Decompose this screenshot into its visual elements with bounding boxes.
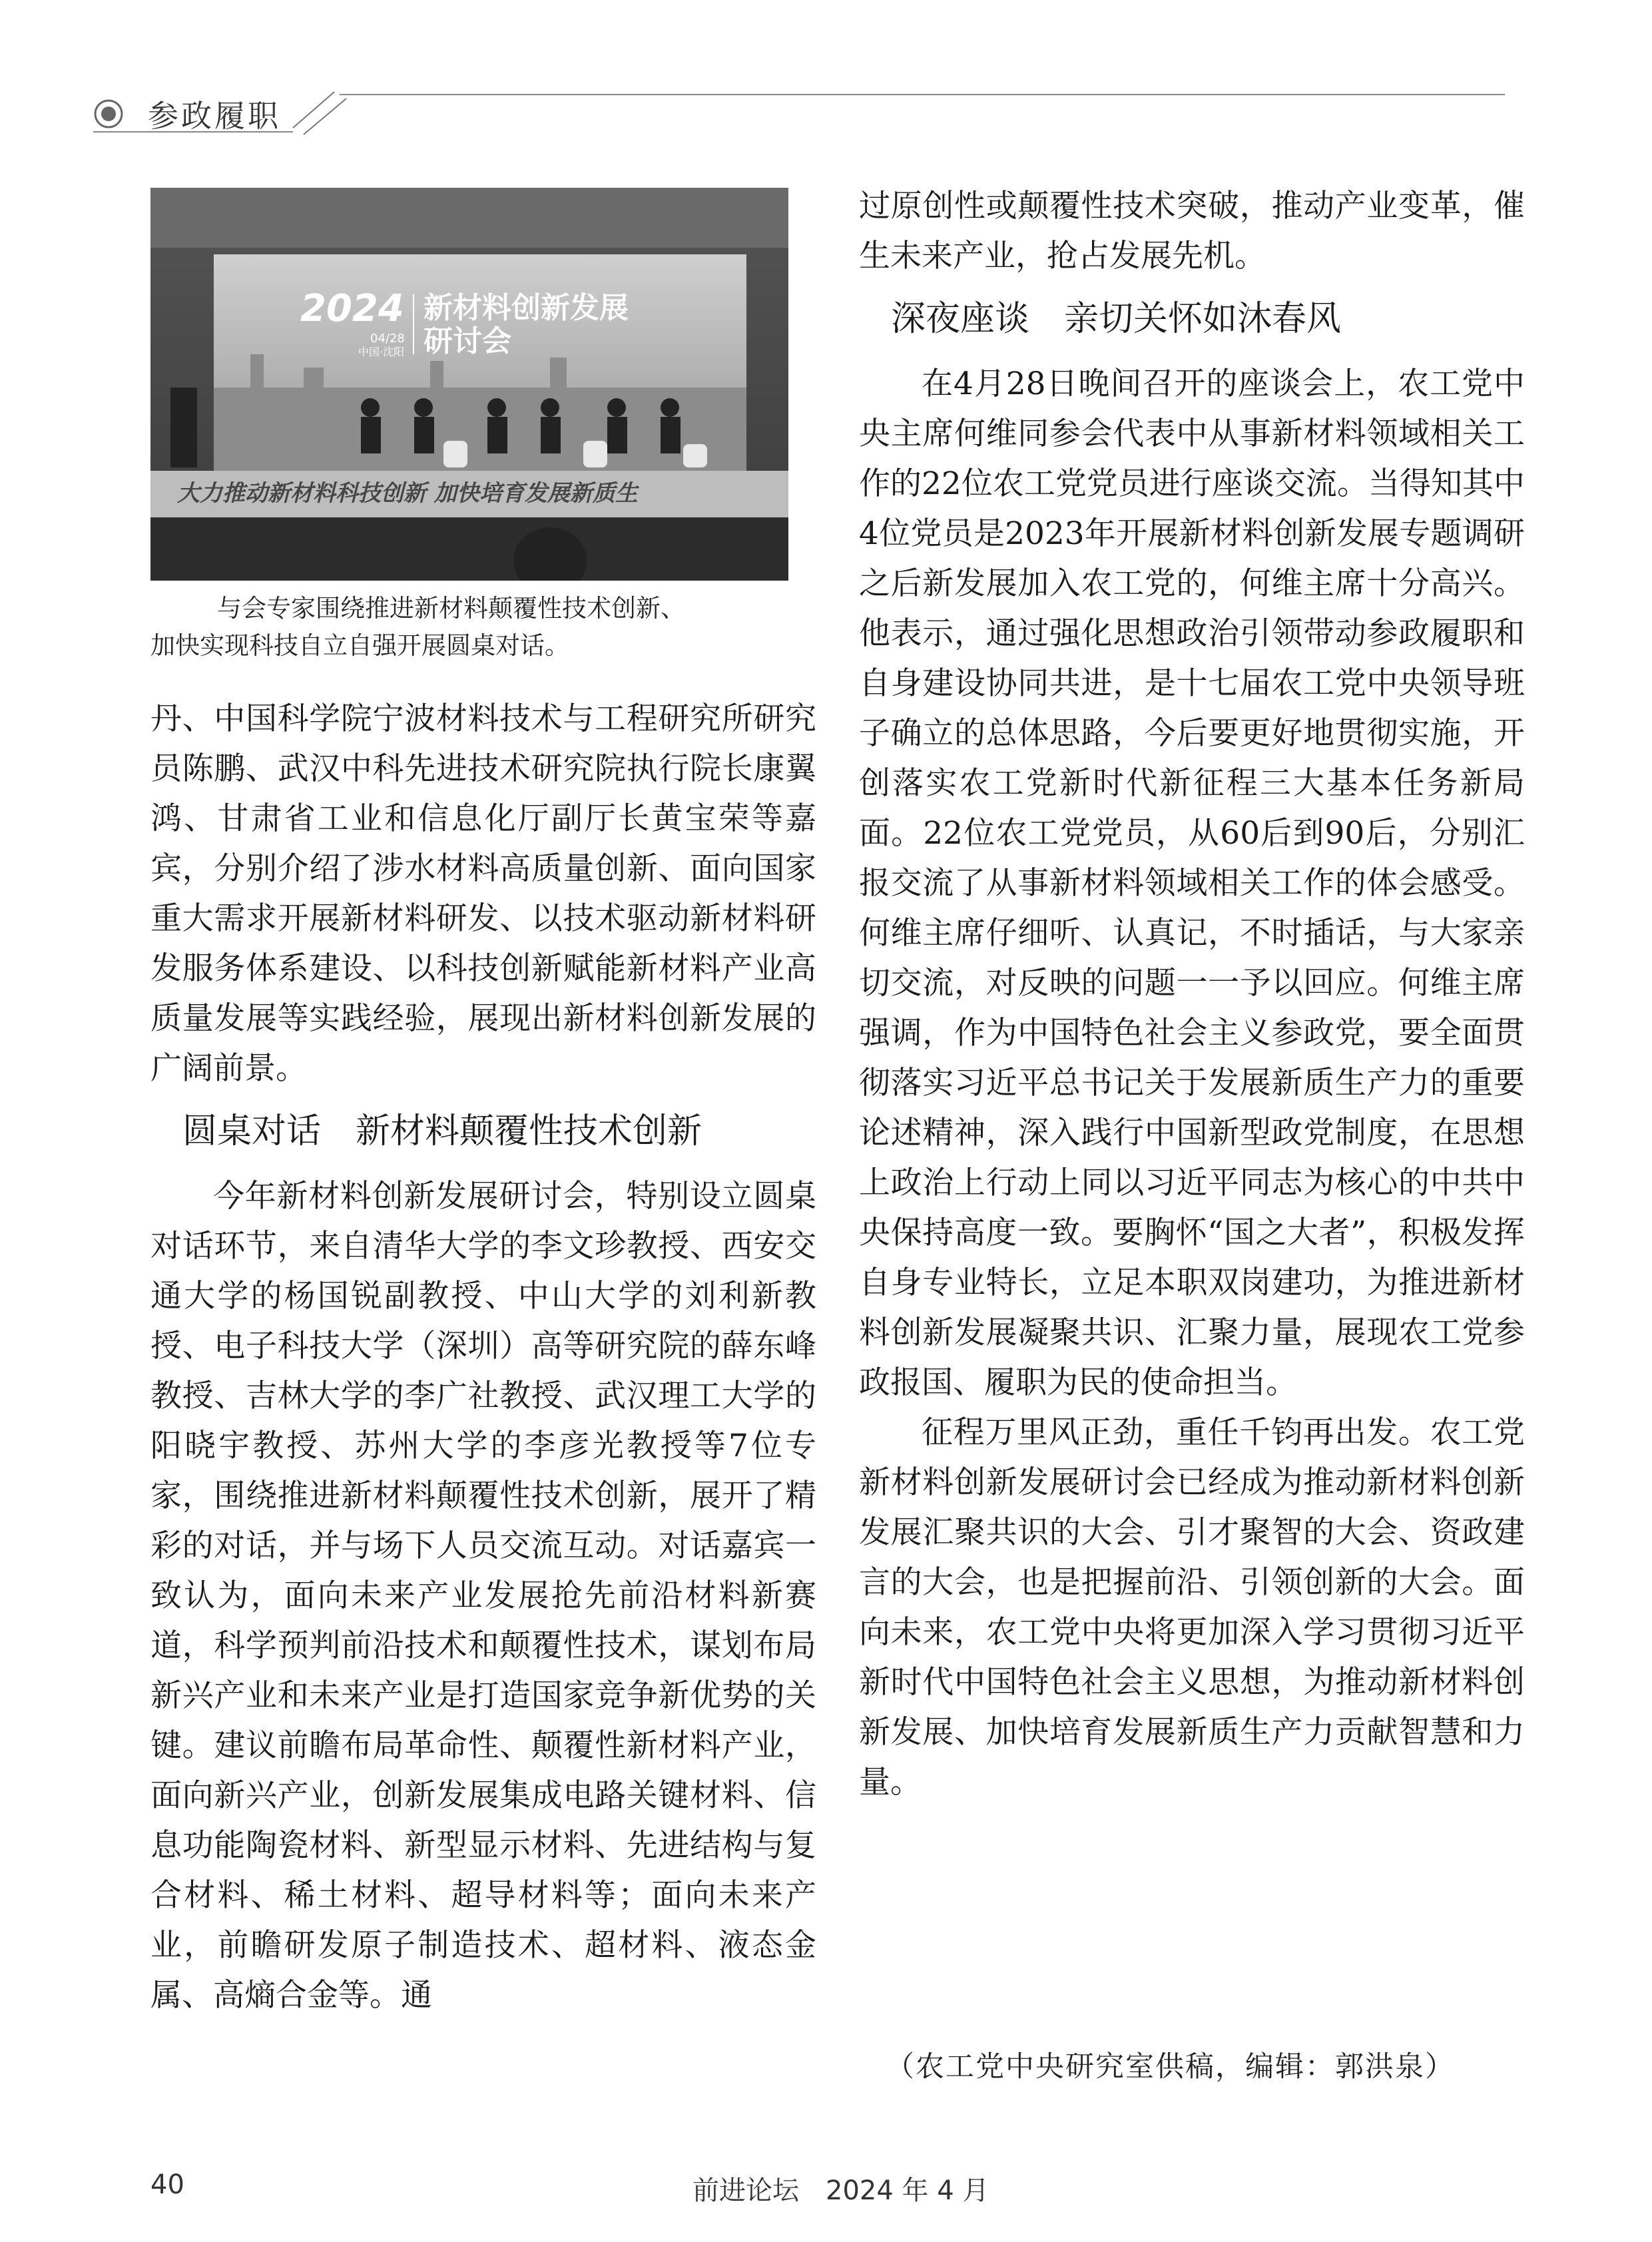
banner-date: 04/28 <box>370 332 405 346</box>
journal-name: 前进论坛 <box>692 2175 799 2206</box>
page-header <box>93 85 1505 139</box>
issue-date: 2024 年 4 月 <box>826 2175 989 2206</box>
left-paragraph-1: 丹、中国科学院宁波材料技术与工程研究所研究员陈鹏、武汉中科先进技术研究院执行院长康翼鸿、甘肃省工业和信息化厅副厅长黄宝荣等嘉宾，分别介绍了涉水材料高质量创新、面向国家重大需求开展新材料研发、以技术驱动新材料研发服务体系建设、以科技创新赋能新材料产业高质量发展等实践经验，展现出新材料创新发展的广阔前景。 <box>150 701 816 1087</box>
header-rule <box>93 85 1505 139</box>
section-heading-roundtable: 圆桌对话 新材料颠覆性技术创新 <box>182 1111 702 1151</box>
section-bullet-icon <box>93 99 124 129</box>
banner-title-2: 研讨会 <box>423 324 511 358</box>
banner-year: 2024 <box>300 287 404 330</box>
right-paragraph-2: 征程万里风正劲，重任千钧再出发。农工党新材料创新发展研讨会已经成为推动新材料创新发展汇聚共识的大会、引才聚智的大会、资政建言的大会，也是把握前沿、引领创新的大会。面向未来，农工党中央将更加深入学习贯彻习近平新时代中国特色社会主义思想，为推动新材料创新发展、加快培育发展新质生产力贡献智慧和力量。 <box>859 1414 1525 1801</box>
section-heading-symposium: 深夜座谈 亲切关怀如沐春风 <box>891 299 1342 339</box>
article-credit: （农工党中央研究室供稿，编辑：郭洪泉） <box>886 2050 1455 2084</box>
right-paragraph-1: 在4月28日晚间召开的座谈会上，农工党中央主席何维同参会代表中从事新材料领域相关工作的22位农工党党员进行座谈交流。当得知其中4位党员是2023年开展新材料创新发展专题调研之后新发展加入农工党的，何维主席十分高兴。他表示，通过强化思想政治引领带动参政履职和自身建设协同共进，是十七届农工党中央领导班子确立的总体思路，今后要更好地贯彻实施，开创落实农工党新时代新征程三大基本任务新局面。22位农工党党员，从60后到90后，分别汇报交流了从事新材料领域相关工作的体会感受。何维主席仔细听、认真记，不时插话，与大家亲切交流，对反映的问题一一予以回应。何维主席强调，作为中国特色社会主义参政党，要全面贯彻落实习近平总书记关于发展新质生产力的重要论述精神，深入践行中国新型政党制度，在思想上政治上行动上同以习近平同志为核心的中共中央保持高度一致。要胸怀“国之大者”，积极发挥自身专业特长，立足本职双岗建功，为推进新材料创新发展凝聚共识、汇聚力量，展现农工党参政报国、履职为民的使命担当。 <box>859 366 1525 1401</box>
right-paragraph-0: 过原创性或颠覆性技术突破，推动产业变革，催生未来产业，抢占发展先机。 <box>859 188 1525 274</box>
page-number: 40 <box>150 2169 184 2200</box>
banner-title-1: 新材料创新发展 <box>423 291 629 325</box>
caption-line-1: 与会专家围绕推进新材料颠覆性技术创新、 <box>217 594 685 623</box>
caption-line-2: 加快实现科技自立自强开展圆桌对话。 <box>150 631 569 660</box>
left-paragraph-2: 今年新材料创新发展研讨会，特别设立圆桌对话环节，来自清华大学的李文珍教授、西安交通大学的杨国锐副教授、中山大学的刘利新教授、电子科技大学（深圳）高等研究院的薛东峰教授、吉林大学的李广社教授、武汉理工大学的阳晓宇教授、苏州大学的李彦光教授等7位专家，围绕推进新材料颠覆性技术创新，展开了精彩的对话，并与场下人员交流互动。对话嘉宾一致认为，面向未来产业发展抢先前沿材料新赛道，科学预判前沿技术和颠覆性技术，谋划布局新兴产业和未来产业是打造国家竞争新优势的关键。建议前瞻布局革命性、颠覆性新材料产业，面向新兴产业，创新发展集成电路关键材料、信息功能陶瓷材料、新型显示材料、先进结构与复合材料、稀土材料、超导材料等；面向未来产业，前瞻研发原子制造技术、超材料、液态金属、高熵合金等。通 <box>150 1178 816 2014</box>
section-title: 参政履职 <box>148 98 281 134</box>
event-photo-image <box>150 188 788 581</box>
photo-caption <box>150 590 803 665</box>
banner-place: 中国·沈阳 <box>358 346 405 358</box>
banner-slogan: 大力推动新材料科技创新 加快培育发展新质生 <box>177 480 638 507</box>
right-column <box>859 181 1525 1807</box>
event-photo <box>150 188 788 581</box>
left-column <box>150 694 816 2020</box>
